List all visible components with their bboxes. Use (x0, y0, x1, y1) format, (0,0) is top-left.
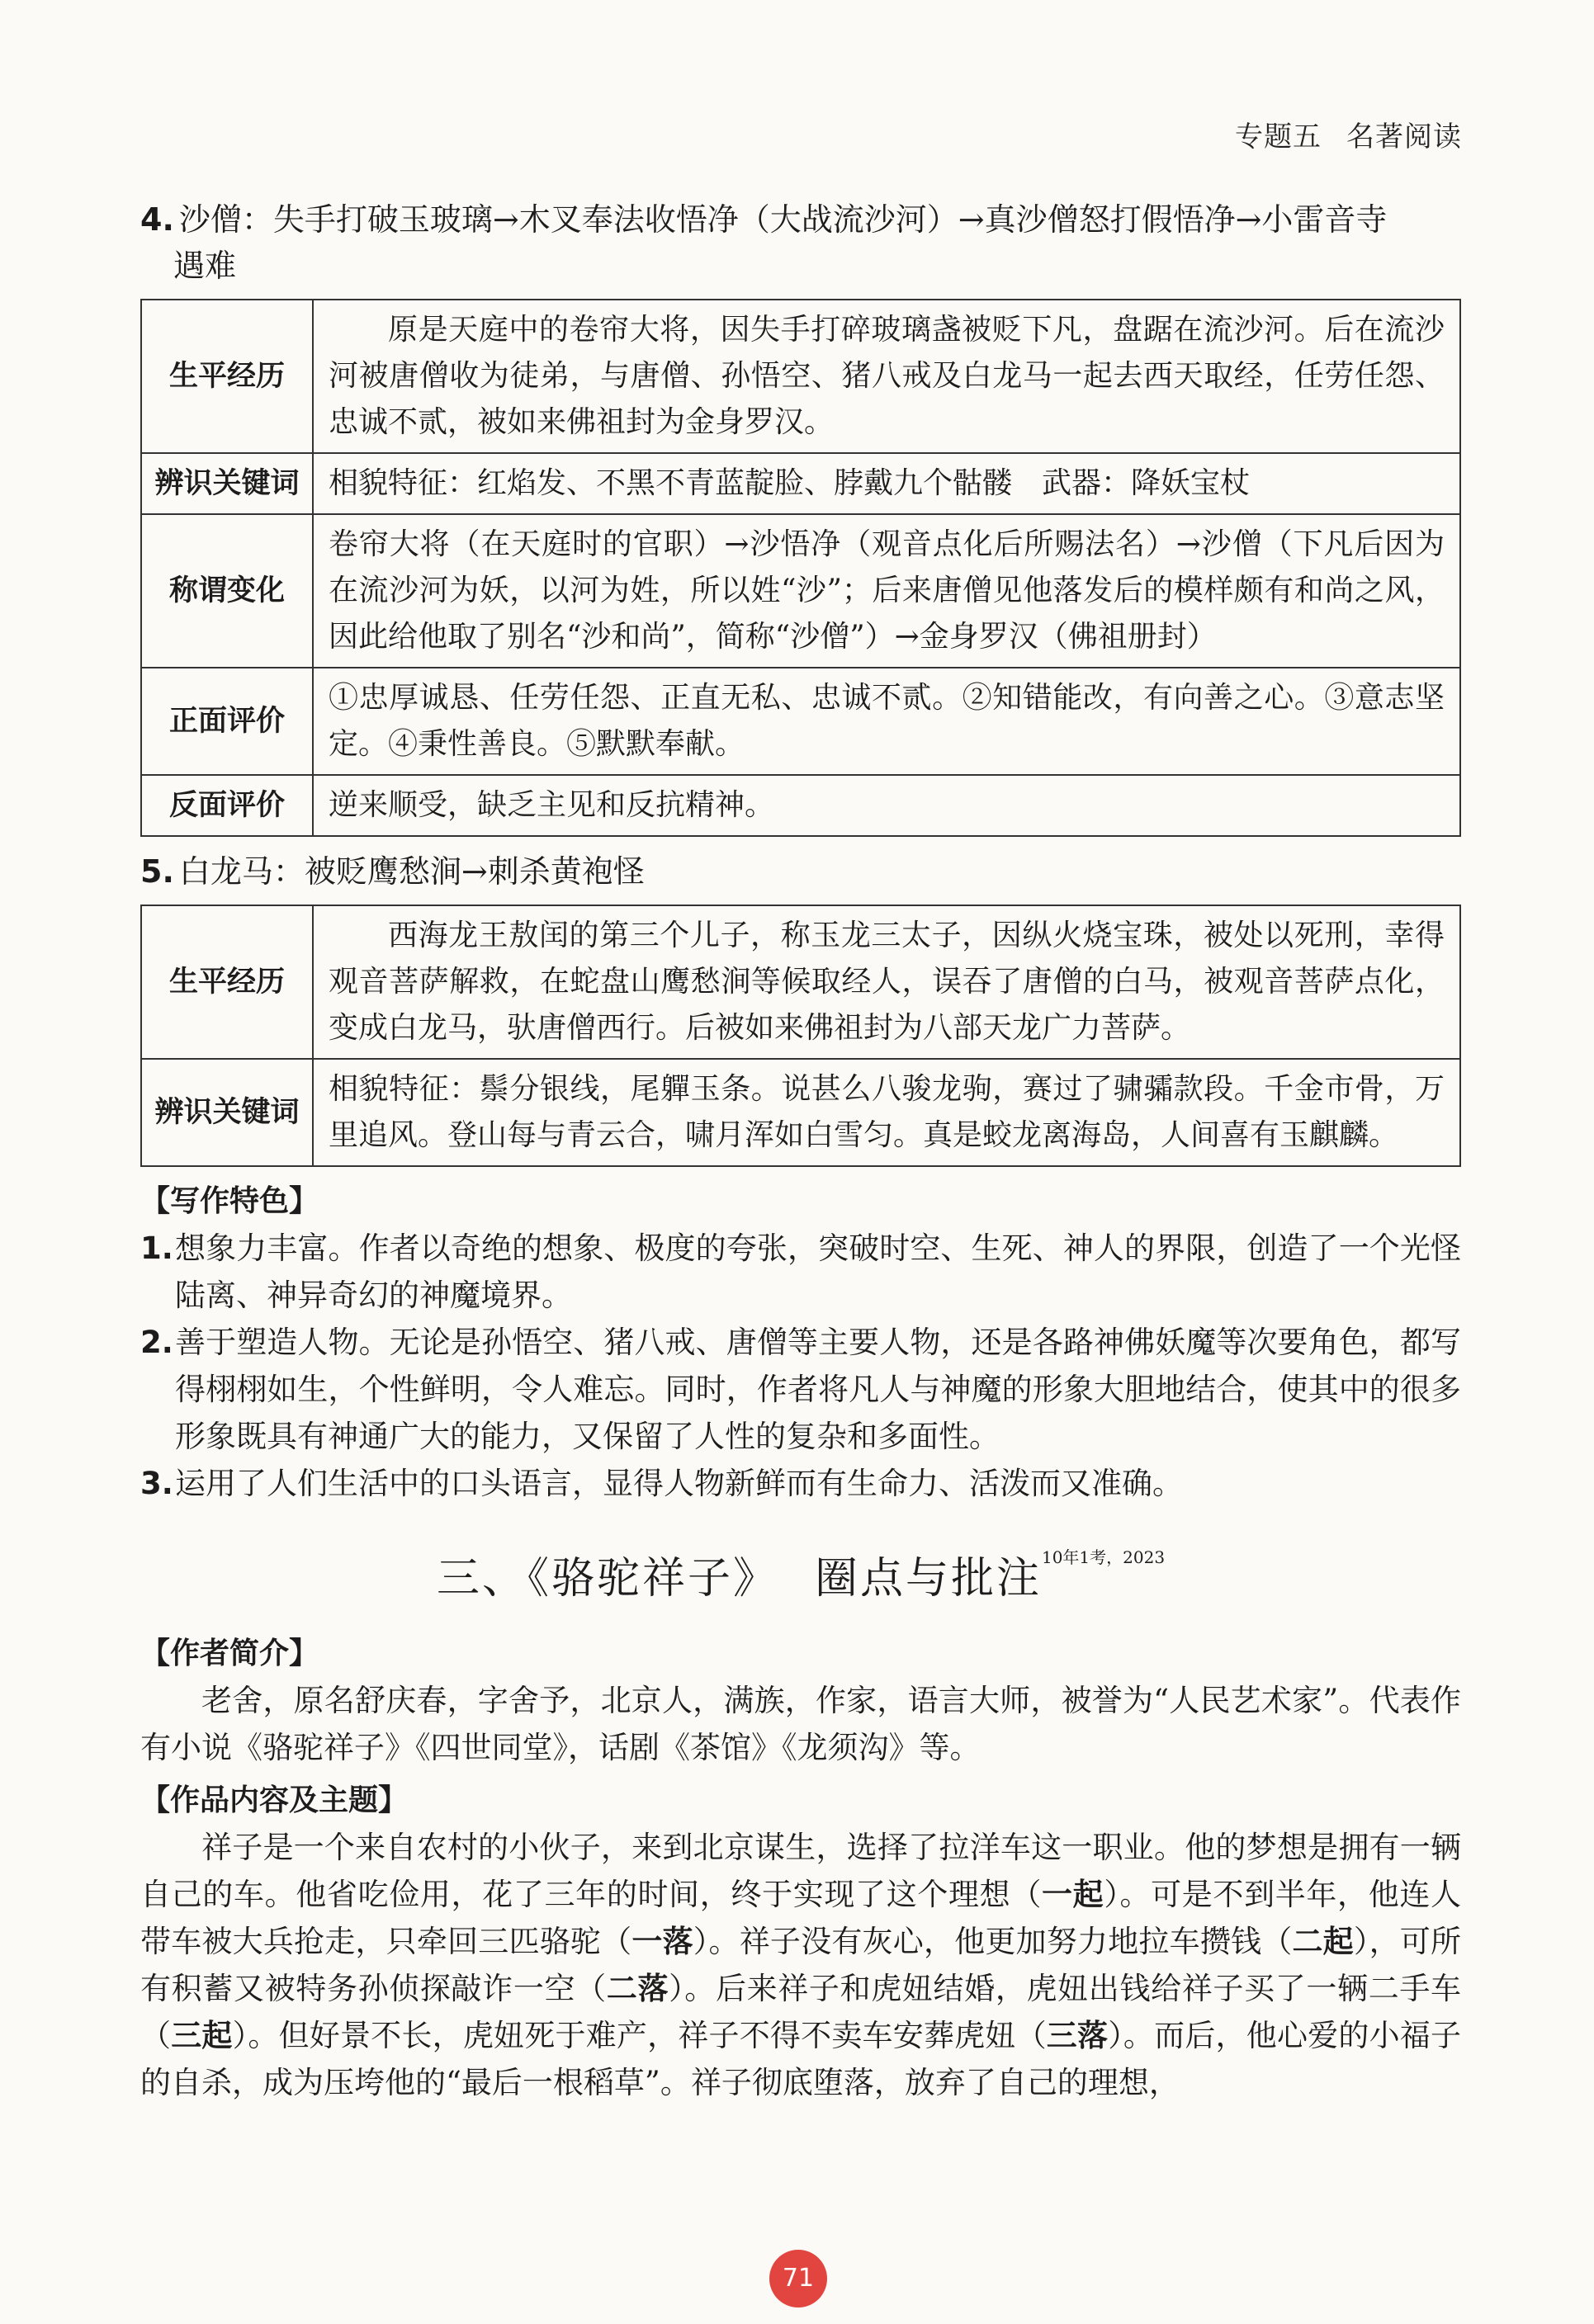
row-text: 相貌特征：鬃分银线，尾軃玉条。说甚么八骏龙驹，赛过了骕骦款段。千金市骨，万里追风。登山每与青云合，啸月浑如白雪匀。真是蛟龙离海岛，人间喜有玉麒麟。 (313, 1059, 1460, 1166)
page-number-badge: 71 (769, 2250, 827, 2307)
text-run: ）。后来祥子和虎妞结婚，虎妞出钱给祥子买了一辆二手车（ (140, 1971, 1462, 2053)
row-label: 称谓变化 (141, 514, 313, 668)
list-text: 善于塑造人物。无论是孙悟空、猪八戒、唐僧等主要人物，还是各路神佛妖魔等次要角色，都写得栩栩如生，个性鲜明，令人难忘。同时，作者将凡人与神魔的形象大胆地结合，使其中的很多形象既具有神通广大的能力，又保留了人性的复杂和多面性。 (175, 1325, 1461, 1454)
list-number: 2. (140, 1325, 173, 1360)
plot-stage: 二起 (1292, 1924, 1354, 1959)
table-row (141, 514, 1460, 668)
author-intro-tag: 【作者简介】 (140, 1637, 319, 1670)
table-row (141, 1059, 1460, 1166)
table-row (141, 453, 1460, 514)
row-label: 辨识关键词 (141, 1059, 313, 1166)
running-header (1235, 114, 1462, 154)
text-run: 祥子是一个来自农村的小伙子，来到北京谋生，选择了拉洋车这一职业。他的梦想是拥有一辆自己的车。他省吃俭用，花了三年的时间，终于实现了这个理想（ (140, 1830, 1461, 1912)
text-run: ）。可是不到半年，他连人带车被大兵抢走，只牵回三匹骆驼（ (140, 1877, 1462, 1959)
sha-seng-number: 4. (140, 201, 174, 238)
header-topic: 专题五 (1235, 120, 1322, 154)
content-paragraph (140, 1824, 1461, 2106)
content-theme-tag: 【作品内容及主题】 (140, 1783, 409, 1817)
list-item (140, 1319, 1461, 1460)
row-text: 相貌特征：红焰发、不黑不青蓝靛脸、脖戴九个骷髅 武器：降妖宝杖 (313, 453, 1460, 514)
text-run: ），可所有积蓄又被特务孙侦探敲诈一空（ (140, 1924, 1462, 2006)
row-label: 辨识关键词 (141, 453, 313, 514)
header-title: 名著阅读 (1346, 120, 1462, 154)
bai-long-ma-heading (140, 848, 1461, 895)
list-text: 运用了人们生活中的口头语言，显得人物新鲜而有生命力、活泼而又准确。 (175, 1466, 1183, 1501)
plot-stage: 一起 (1042, 1877, 1104, 1912)
plot-stage: 三起 (171, 2018, 233, 2053)
row-label: 反面评价 (141, 775, 313, 836)
table-row (141, 775, 1460, 836)
plot-stage: 一落 (631, 1924, 693, 1959)
table-row (141, 668, 1460, 775)
list-item (140, 1460, 1461, 1507)
row-label: 正面评价 (141, 668, 313, 775)
sha-seng-table (140, 299, 1461, 837)
list-number: 3. (140, 1466, 173, 1501)
list-item (140, 1225, 1461, 1319)
text-run: ）。而后，他心爱的小福子的自杀，成为压垮他的“最后一根稻草”。祥子彻底堕落，放弃了自己的理想， (140, 2018, 1462, 2100)
row-text: 逆来顺受，缺乏主见和反抗精神。 (313, 775, 1460, 836)
bai-long-ma-plotline: 白龙马：被贬鹰愁涧→刺杀黄袍怪 (178, 853, 645, 890)
list-number: 1. (140, 1230, 173, 1266)
sha-seng-heading (140, 196, 1461, 289)
sha-seng-plotline-cont: 遇难 (173, 248, 237, 284)
plot-stage: 三落 (1046, 2018, 1109, 2053)
author-intro-text: 老舍，原名舒庆春，字舍予，北京人，满族，作家，语言大师，被誉为“人民艺术家”。代表作有小说《骆驼祥子》《四世同堂》，话剧《茶馆》《龙须沟》等。 (140, 1683, 1461, 1765)
chapter-subtitle: 圈点与批注 (814, 1554, 1042, 1604)
chapter-title (140, 1528, 1461, 1608)
row-label: 生平经历 (141, 300, 313, 453)
sha-seng-plotline: 沙僧：失手打破玉玻璃→木叉奉法收悟净（大战流沙河）→真沙僧怒打假悟净→小雷音寺 (178, 201, 1388, 238)
plot-stage: 二落 (606, 1971, 669, 2006)
chapter-title-main: 三、《骆驼祥子》 (436, 1554, 778, 1604)
row-text: ①忠厚诚恳、任劳任怨、正直无私、忠诚不贰。②知错能改，有向善之心。③意志坚定。④秉性善良。⑤默默奉献。 (313, 668, 1460, 775)
row-text: 西海龙王敖闰的第三个儿子，称玉龙三太子，因纵火烧宝珠，被处以死刑，幸得观音菩萨解救，在蛇盘山鹰愁涧等候取经人，误吞了唐僧的白马，被观音菩萨点化，变成白龙马，驮唐僧西行。后被如来佛祖封为八部天龙广力菩萨。 (313, 905, 1460, 1059)
table-row (141, 300, 1460, 453)
text-run: ）。祥子没有灰心，他更加努力地拉车攒钱（ (693, 1924, 1293, 1959)
bai-long-ma-table (140, 905, 1461, 1167)
row-text: 原是天庭中的卷帘大将，因失手打碎玻璃盏被贬下凡，盘踞在流沙河。后在流沙河被唐僧收为徒弟，与唐僧、孙悟空、猪八戒及白龙马一起去西天取经，任劳任怨、忠诚不贰，被如来佛祖封为金身罗汉。 (313, 300, 1460, 453)
writing-features-tag: 【写作特色】 (140, 1184, 319, 1218)
text-run: ）。但好景不长，虎妞死于难产，祥子不得不卖车安葬虎妞（ (232, 2018, 1047, 2053)
list-text: 想象力丰富。作者以奇绝的想象、极度的夸张，突破时空、生死、神人的界限，创造了一个光怪陆离、神异奇幻的神魔境界。 (175, 1230, 1461, 1313)
exam-frequency-note: 10年1考，2023 (1041, 1547, 1166, 1567)
row-label: 生平经历 (141, 905, 313, 1059)
bai-long-ma-number: 5. (140, 853, 174, 890)
page-content (140, 196, 1461, 2106)
table-row (141, 905, 1460, 1059)
row-text: 卷帘大将（在天庭时的官职）→沙悟净（观音点化后所赐法名）→沙僧（下凡后因为在流沙河为妖，以河为姓，所以姓“沙”；后来唐僧见他落发后的模样颇有和尚之风，因此给他取了别名“沙和尚”，简称“沙僧”）→金身罗汉（佛祖册封） (313, 514, 1460, 668)
